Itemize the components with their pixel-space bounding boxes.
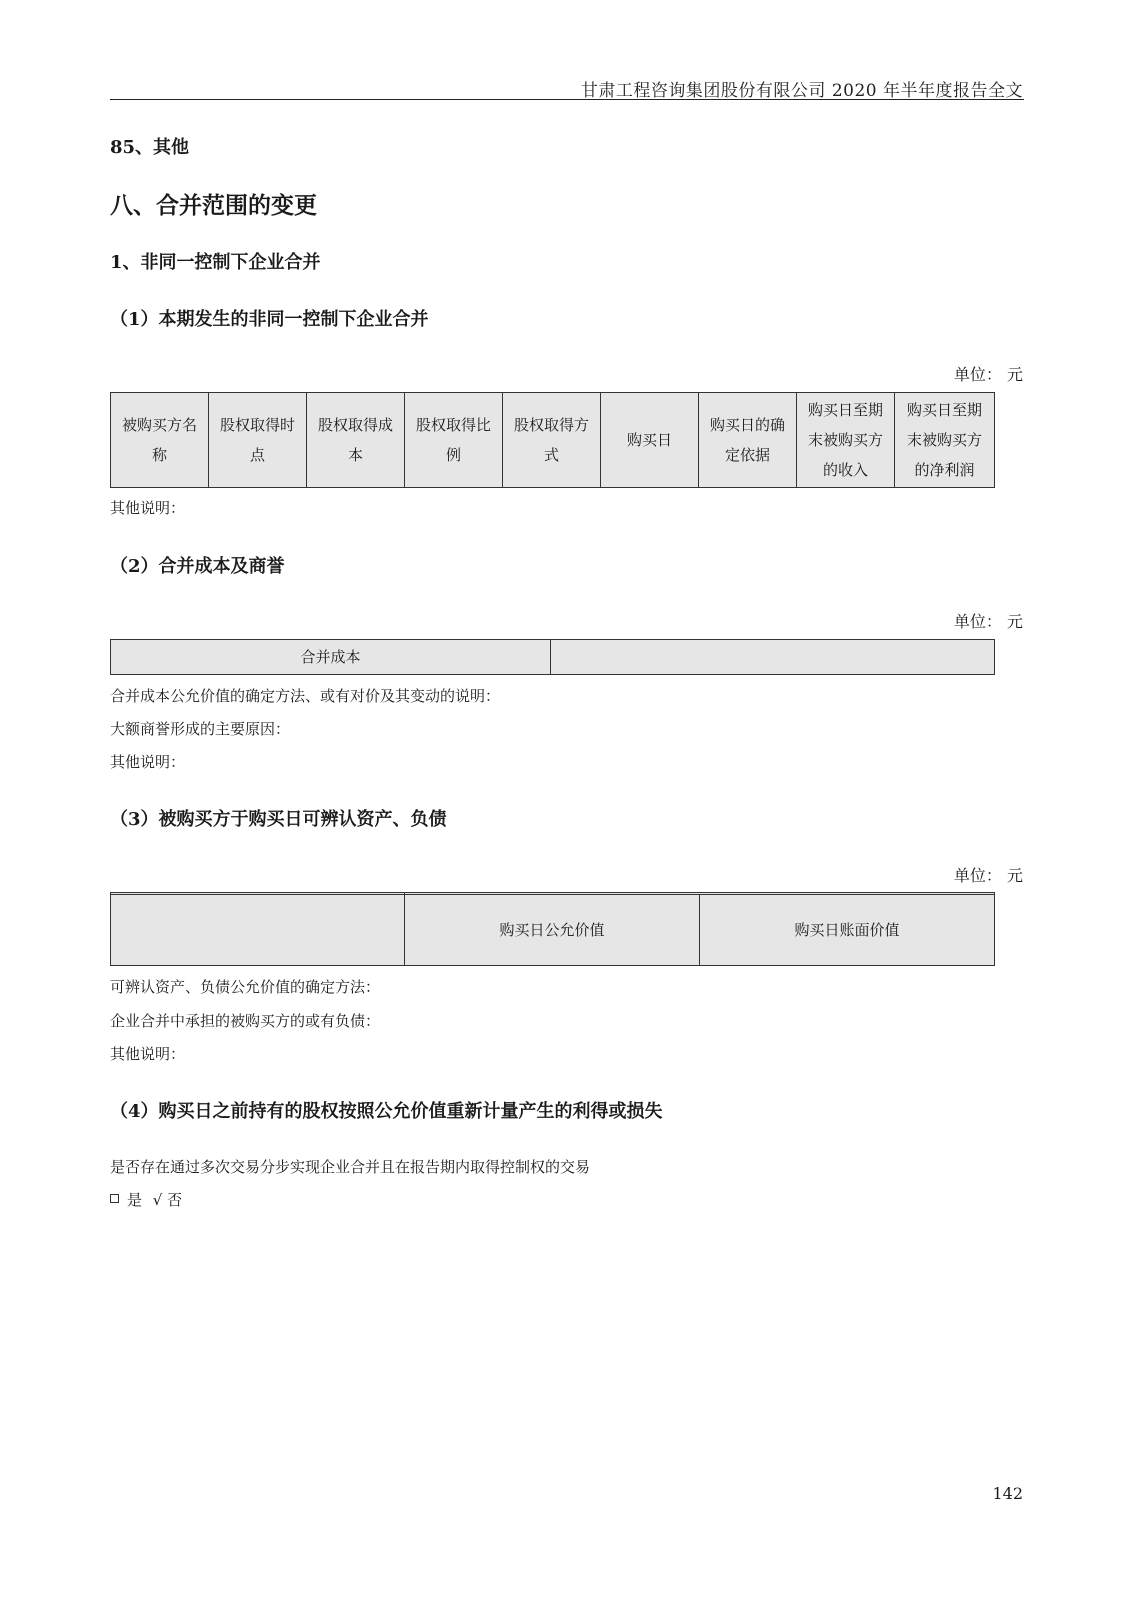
step-acquisition-question: 是否存在通过多次交易分步实现企业合并且在报告期内取得控制权的交易 [110, 1158, 591, 1176]
section-85-heading: 85、其他 [110, 137, 190, 158]
table-row [111, 895, 995, 966]
other-note-2: 其他说明： [110, 753, 186, 771]
subsection-3-heading: （3）被购买方于购买日可辨认资产、负债 [110, 809, 447, 830]
goodwill-table [110, 639, 995, 675]
header-divider [110, 99, 1024, 100]
cost-method-note: 合并成本公允价值的确定方法、或有对价及其变动的说明： [110, 687, 501, 705]
yes-checkbox-icon [110, 1194, 119, 1203]
merger-cost-value [551, 640, 995, 675]
col-header-acquiree: 被购买方名称 [111, 393, 209, 488]
col-header-acquisition-ratio: 股权取得比例 [405, 393, 503, 488]
unit-label-2: 单位： 元 [953, 612, 1023, 631]
subsection-1-heading: （1）本期发生的非同一控制下企业合并 [110, 309, 429, 330]
col-header-fair-value: 购买日公允价值 [405, 895, 700, 966]
page-number: 142 [992, 1484, 1023, 1503]
yes-label: 是 [127, 1191, 143, 1209]
unit-label-3: 单位： 元 [953, 866, 1023, 885]
no-checked-label: √ 否 [152, 1191, 183, 1209]
col-header-acquisition-cost: 股权取得成本 [307, 393, 405, 488]
blank-label-cell [111, 895, 405, 966]
table-row [111, 640, 995, 675]
col-header-revenue: 购买日至期末被购买方的收入 [797, 393, 895, 488]
col-header-net-profit: 购买日至期末被购买方的净利润 [895, 393, 995, 488]
col-header-book-value: 购买日账面价值 [700, 895, 995, 966]
merger-cost-label: 合并成本 [111, 640, 551, 675]
goodwill-reason-note: 大额商誉形成的主要原因： [110, 720, 291, 738]
subsection-4-heading: （4）购买日之前持有的股权按照公允价值重新计量产生的利得或损失 [110, 1101, 663, 1122]
report-header-title: 甘肃工程咨询集团股份有限公司 2020 年半年度报告全文 [580, 81, 1023, 101]
other-note-1: 其他说明： [110, 499, 186, 517]
contingent-liability-note: 企业合并中承担的被购买方的或有负债： [110, 1012, 381, 1030]
col-header-date-basis: 购买日的确定依据 [699, 393, 797, 488]
unit-label-1: 单位： 元 [953, 365, 1023, 384]
col-header-acquisition-method: 股权取得方式 [503, 393, 601, 488]
section-8-1-heading: 1、非同一控制下企业合并 [110, 252, 321, 273]
fair-value-method-note: 可辨认资产、负债公允价值的确定方法： [110, 978, 381, 996]
section-8-heading: 八、合并范围的变更 [110, 192, 317, 219]
col-header-acquisition-time: 股权取得时点 [209, 393, 307, 488]
col-header-purchase-date: 购买日 [601, 393, 699, 488]
identifiable-assets-table [110, 892, 995, 966]
acquisition-table [110, 392, 995, 488]
subsection-2-heading: （2）合并成本及商誉 [110, 556, 285, 577]
other-note-3: 其他说明： [110, 1045, 186, 1063]
table-header-row [111, 393, 995, 488]
yes-no-options [110, 1189, 182, 1210]
